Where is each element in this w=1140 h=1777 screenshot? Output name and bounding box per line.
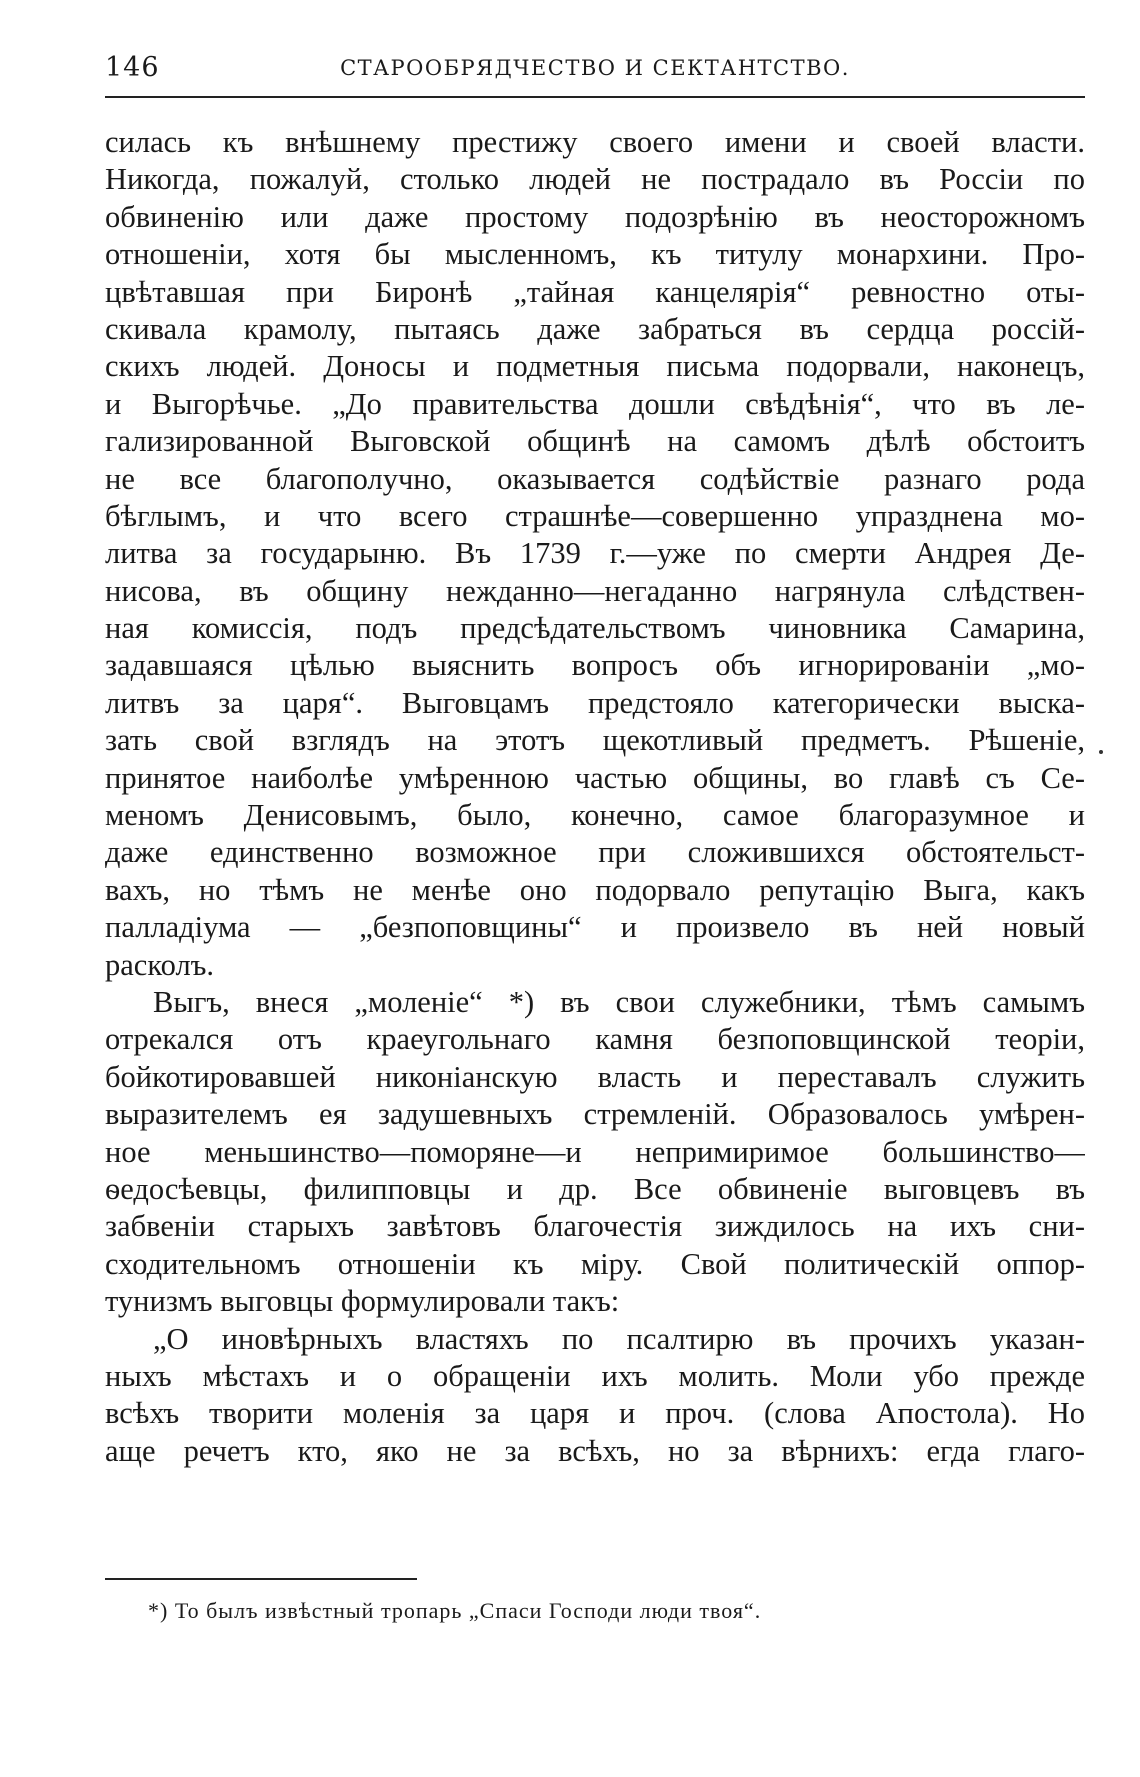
- text-line: литвъ за царя“. Выговцамъ предстояло категорически выска-: [105, 685, 1085, 720]
- text-line: отношеніи, хотя бы мысленномъ, къ титулу монархини. Про-: [105, 237, 1085, 272]
- page-number: 146: [105, 52, 160, 83]
- text-line: забвеніи старыхъ завѣтовъ благочестія зиждилось на ихъ сни-: [105, 1209, 1085, 1244]
- text-line: не все благополучно, оказывается содѣйствіе разнаго рода: [105, 461, 1085, 496]
- text-line: обвиненію или даже простому подозрѣнію въ неосторожномъ: [105, 199, 1085, 234]
- text-line: тунизмъ выговцы формулировали такъ:: [105, 1284, 620, 1319]
- footnote: *) То былъ извѣстный тропарь „Спаси Господи люди твоя“.: [148, 1598, 762, 1623]
- text-line: выразителемъ ея задушевныхъ стремленій. Образовалось умѣрен-: [105, 1097, 1085, 1132]
- text-line: палладіума — „безпоповщины“ и произвело въ ней новый: [105, 910, 1085, 945]
- text-line: принятое наиболѣе умѣренною частью общины, во главѣ съ Се-: [105, 760, 1085, 795]
- text-line: бойкотировавшей никоніанскую власть и переставалъ служить: [105, 1059, 1085, 1094]
- text-line: сходительномъ отношеніи къ міру. Свой политическій оппор-: [105, 1246, 1085, 1281]
- footnote-rule: [105, 1578, 417, 1580]
- text-line: отрекался отъ краеугольнаго камня безпоповщинской теоріи,: [105, 1022, 1085, 1057]
- text-line: даже единственно возможное при сложившихся обстоятельст-: [105, 835, 1085, 870]
- text-line: Выгъ, внеся „моленіе“ *) въ свои служебники, тѣмъ самымъ: [153, 984, 1085, 1019]
- text-line: силась къ внѣшнему престижу своего имени и своей власти.: [105, 125, 1085, 159]
- page-header: [105, 52, 1085, 92]
- text-line: скихъ людей. Доносы и подметныя письма подорвали, наконецъ,: [105, 349, 1085, 384]
- text-line: цвѣтавшая при Биронѣ „тайная канцелярія“ ревностно оты-: [105, 274, 1085, 309]
- running-title: СТАРООБРЯДЧЕСТВО И СЕКТАНТСТВО.: [340, 56, 850, 80]
- text-line: ная комиссія, подъ предсѣдательствомъ чиновника Самарина,: [105, 611, 1085, 646]
- header-rule: [105, 96, 1085, 98]
- text-line: скивала крамолу, пытаясь даже забраться въ сердца россій-: [105, 311, 1085, 346]
- text-line: вахъ, но тѣмъ не менѣе оно подорвало репутацію Выга, какъ: [105, 872, 1085, 907]
- text-line: Никогда, пожалуй, столько людей не пострадало въ Россіи по: [105, 162, 1085, 197]
- text-line: расколъ.: [105, 947, 215, 982]
- text-line: и Выгорѣчье. „До правительства дошли свѣдѣнія“, что въ ле-: [105, 386, 1085, 421]
- text-line: аще речетъ кто, яко не за всѣхъ, но за вѣрнихъ: егда глаго-: [105, 1433, 1085, 1468]
- text-line: ѳедосѣевцы, филипповцы и др. Все обвиненіе выговцевъ въ: [105, 1171, 1085, 1206]
- margin-mark: [1099, 750, 1103, 754]
- text-line: „О иновѣрныхъ властяхъ по псалтирю въ прочихъ указан-: [153, 1321, 1085, 1356]
- text-line: литва за государыню. Въ 1739 г.—уже по смерти Андрея Де-: [105, 536, 1085, 571]
- body-text: [105, 124, 1085, 1470]
- text-line: гализированной Выговской общинѣ на самомъ дѣлѣ обстоитъ: [105, 424, 1085, 459]
- text-line: меномъ Денисовымъ, было, конечно, самое благоразумное и: [105, 798, 1085, 833]
- text-line: нисова, въ общину нежданно—негаданно нагрянула слѣдствен-: [105, 573, 1085, 608]
- text-line: ныхъ мѣстахъ и о обращеніи ихъ молить. Моли убо прежде: [105, 1358, 1085, 1393]
- text-line: бѣглымъ, и что всего страшнѣе—совершенно упразднена мо-: [105, 498, 1085, 533]
- text-line: всѣхъ творити моленія за царя и проч. (слова Апостола). Но: [105, 1396, 1085, 1431]
- text-line: задавшаяся цѣлью выяснить вопросъ объ игнорированіи „мо-: [105, 648, 1085, 683]
- text-line: ное меньшинство—поморяне—и непримиримое большинство—: [105, 1134, 1085, 1169]
- text-line: зать свой взглядъ на этотъ щекотливый предметъ. Рѣшеніе,: [105, 723, 1085, 758]
